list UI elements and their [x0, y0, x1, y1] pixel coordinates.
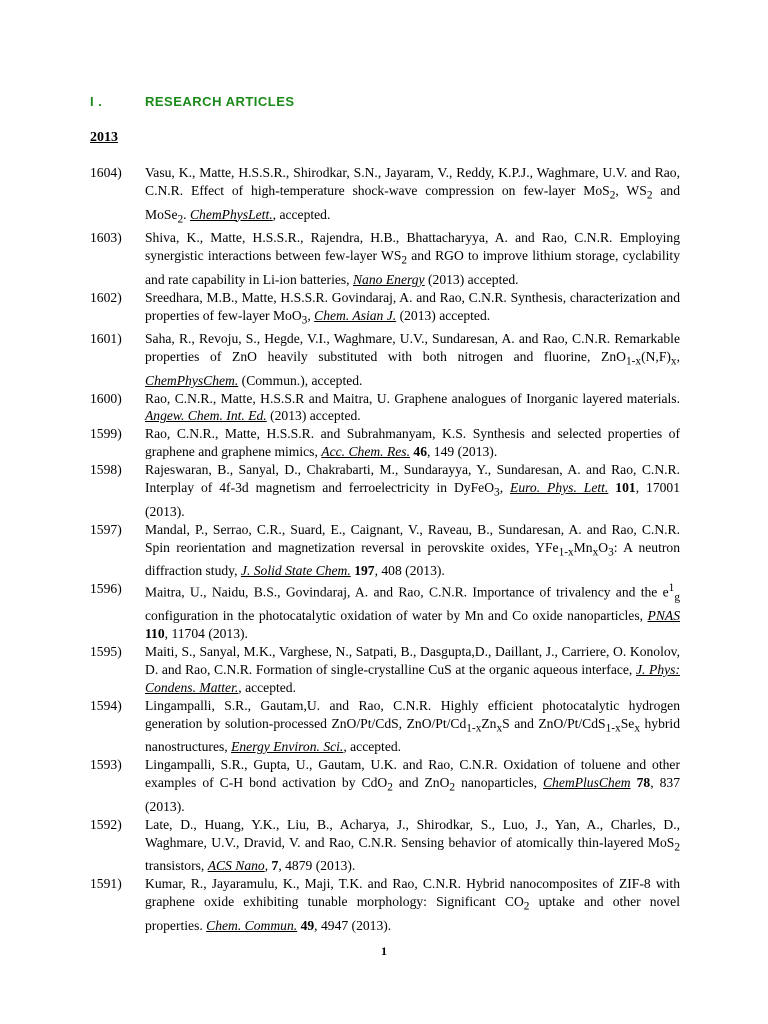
article-number: 1603): [90, 230, 122, 246]
article-entry: [90, 756, 680, 815]
article-entry: [90, 697, 680, 756]
section-title: RESEARCH ARTICLES: [145, 94, 295, 109]
article-number: 1595): [90, 644, 122, 660]
article-citation: Rao, C.N.R., Matte, H.S.S.R. and Subrahmanyam, K.S. Synthesis and selected properties of graphene and graphene mimics, Acc. Chem. Res. 46, 149 (2013).: [145, 426, 680, 460]
article-entry: [90, 330, 680, 389]
article-number: 1592): [90, 816, 122, 832]
article-citation: Shiva, K., Matte, H.S.S.R., Rajendra, H.B., Bhattacharyya, A. and Rao, C.N.R. Employing synergistic interactions between few-layer $WS_2$ and RGO to improve lithium storage, cyclability and rate capability in Li-ion batteries, Nano Energy (2013) accepted.: [145, 230, 680, 287]
article-number: 1601): [90, 331, 122, 347]
article-entry: [90, 875, 680, 934]
article-entry: [90, 229, 680, 288]
article-number: 1593): [90, 757, 122, 773]
article-citation: Maitra, U., Naidu, B.S., Govindaraj, A. and Rao, C.N.R. Importance of trivalency and the $e^1_g$ configuration in the photocatalytic oxidation of water by Mn and Co oxide nanoparticles, PNAS 110, 11704 (2013).: [145, 582, 680, 642]
article-entry: [90, 521, 680, 580]
article-number: 1597): [90, 521, 122, 537]
article-citation: Mandal, P., Serrao, C.R., Suard, E., Caignant, V., Raveau, B., Sundaresan, A. and Rao, C.N.R. Spin reorientation and magnetization reversal in perovskite oxides, $YFe_{1-x}Mn_xO_3$: A neutron diffraction study, J. Solid State Chem. 197, 408 (2013).: [145, 521, 680, 579]
article-list: [90, 164, 680, 935]
article-citation: Kumar, R., Jayaramulu, K., Maji, T.K. and Rao, C.N.R. Hybrid nanocomposites of ZIF-8 with graphene oxide exhibiting tunable morphology: Significant $CO_2$ uptake and other novel properties. Chem. Commun. 49, 4947 (2013).: [145, 876, 680, 933]
year-heading: 2013: [90, 130, 118, 145]
article-citation: Sreedhara, M.B., Matte, H.S.S.R. Govindaraj, A. and Rao, C.N.R. Synthesis, characterization and properties of few-layer MoO$_3$, Chem. Asian J. (2013) accepted.: [145, 289, 680, 327]
section-number: I .: [90, 94, 103, 109]
article-citation: Saha, R., Revoju, S., Hegde, V.I., Waghmare, U.V., Sundaresan, A. and Rao, C.N.R. Remarkable properties of ZnO heavily substituted with both nitrogen and fluorine, $ZnO_{1-x}(N,F)_x$, ChemPhysChem. (Commun.), accepted.: [145, 331, 680, 388]
article-citation: Maiti, S., Sanyal, M.K., Varghese, N., Satpati, B., Dasgupta,D., Daillant, J., Carriere, O. Konolov, D. and Rao, C.N.R. Formation of single-crystalline CuS at the organic aqueous interface, J. Phys: Condens. Matter., accepted.: [145, 644, 680, 695]
section-heading: [90, 94, 295, 109]
article-number: 1600): [90, 390, 122, 406]
article-number: 1604): [90, 165, 122, 180]
article-citation: Vasu, K., Matte, H.S.S.R., Shirodkar, S.N., Jayaram, V., Reddy, K.P.J., Waghmare, U.V. and Rao, C.N.R. Effect of high-temperature shock-wave compression on few-layer MoS$_2$, $WS_2$ and MoSe$_2$. ChemPhysLett., accepted.: [145, 165, 680, 226]
article-entry: [90, 816, 680, 875]
article-citation: Rajeswaran, B., Sanyal, D., Chakrabarti, M., Sundarayya, Y., Sundaresan, A. and Rao, C.N.R. Interplay of 4f-3d magnetism and ferroelectricity in DyFeO$_3$, Euro. Phys. Lett. 101, 17001 (2013).: [145, 462, 681, 519]
article-number: 1599): [90, 426, 122, 442]
article-entry: [90, 425, 680, 461]
article-entry: [90, 580, 680, 643]
article-entry: [90, 390, 680, 426]
article-number: 1598): [90, 462, 122, 478]
article-citation: Lingampalli, S.R., Gupta, U., Gautam, U.K. and Rao, C.N.R. Oxidation of toluene and other examples of C-H bond activation by CdO$_2$ and ZnO$_2$ nanoparticles, ChemPlusChem 78, 837 (2013).: [145, 757, 680, 814]
article-citation: Lingampalli, S.R., Gautam,U. and Rao, C.N.R. Highly efficient photocatalytic hydrogen generation by solution-processed ZnO/Pt/CdS, ZnO/$Pt/Cd_{1-x}Zn_xS$ and ZnO/$Pt/CdS_{1-x}Se_x$ hybrid nanostructures, Energy Environ. Sci., accepted.: [145, 697, 680, 755]
article-number: 1602): [90, 289, 122, 305]
article-number: 1594): [90, 697, 122, 713]
article-number: 1591): [90, 876, 122, 892]
article-entry: [90, 643, 680, 697]
article-entry: [90, 164, 680, 229]
page-number: 1: [381, 944, 387, 958]
article-citation: Late, D., Huang, Y.K., Liu, B., Acharya, J., Shirodkar, S., Luo, J., Yan, A., Charles, D., Waghmare, U.V., Dravid, V. and Rao, C.N.R. Sensing behavior of atomically thin-layered MoS$_2$ transistors, ACS Nano, 7, 4879 (2013).: [145, 816, 680, 874]
article-citation: Rao, C.N.R., Matte, H.S.S.R and Maitra, U. Graphene analogues of Inorganic layered materials. Angew. Chem. Int. Ed. (2013) accepted.: [145, 390, 680, 424]
article-number: 1596): [90, 581, 122, 597]
article-entry: [90, 461, 680, 520]
article-entry: [90, 289, 680, 331]
